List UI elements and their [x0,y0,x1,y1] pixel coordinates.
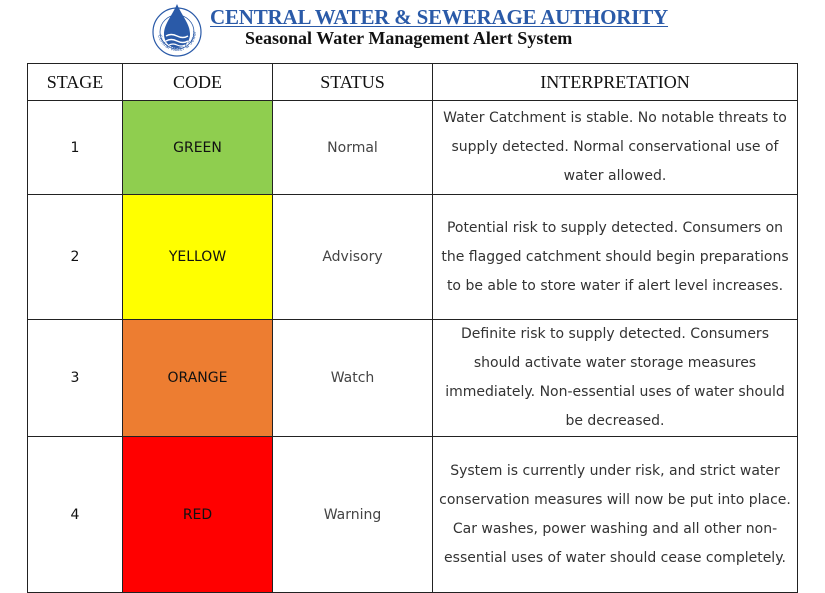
header-interpretation: INTERPRETATION [433,64,798,101]
status-cell: Normal [273,101,433,195]
interpretation-cell: Water Catchment is stable. No notable threats to supply detected. Normal conservational use of water allowed. [433,101,798,195]
status-cell: Advisory [273,195,433,320]
status-cell: Watch [273,320,433,437]
page-header [0,0,825,62]
alert-stages-table [27,63,798,593]
table-header-row [28,64,798,101]
header-status: STATUS [273,64,433,101]
code-cell-yellow: YELLOW [123,195,273,320]
svg-text:Central Water & Sewerage Autho: Central Water & Sewer [156,31,199,54]
table-row [28,437,798,593]
stage-cell: 1 [28,101,123,195]
table-row [28,320,798,437]
interpretation-cell: Potential risk to supply detected. Consumers on the flagged catchment should begin preparations to be able to store water if alert level increases. [433,195,798,320]
page-subtitle: Seasonal Water Management Alert System [245,28,573,48]
code-cell-green: GREEN [123,101,273,195]
interpretation-cell: System is currently under risk, and strict water conservation measures will now be put into place. Car washes, power washing and all other non-essential uses of water should cease completely. [433,437,798,593]
header-stage: STAGE [28,64,123,101]
stage-cell: 4 [28,437,123,593]
table-row [28,101,798,195]
stage-cell: 3 [28,320,123,437]
code-cell-red: RED [123,437,273,593]
code-cell-orange: ORANGE [123,320,273,437]
table-row [28,195,798,320]
interpretation-cell: Definite risk to supply detected. Consumers should activate water storage measures immediately. Non-essential uses of water should be decreased. [433,320,798,437]
stage-cell: 2 [28,195,123,320]
header-code: CODE [123,64,273,101]
org-name: CENTRAL WATER & SEWERAGE AUTHORITY [210,5,669,29]
water-drop-seal-icon [150,0,204,60]
status-cell: Warning [273,437,433,593]
